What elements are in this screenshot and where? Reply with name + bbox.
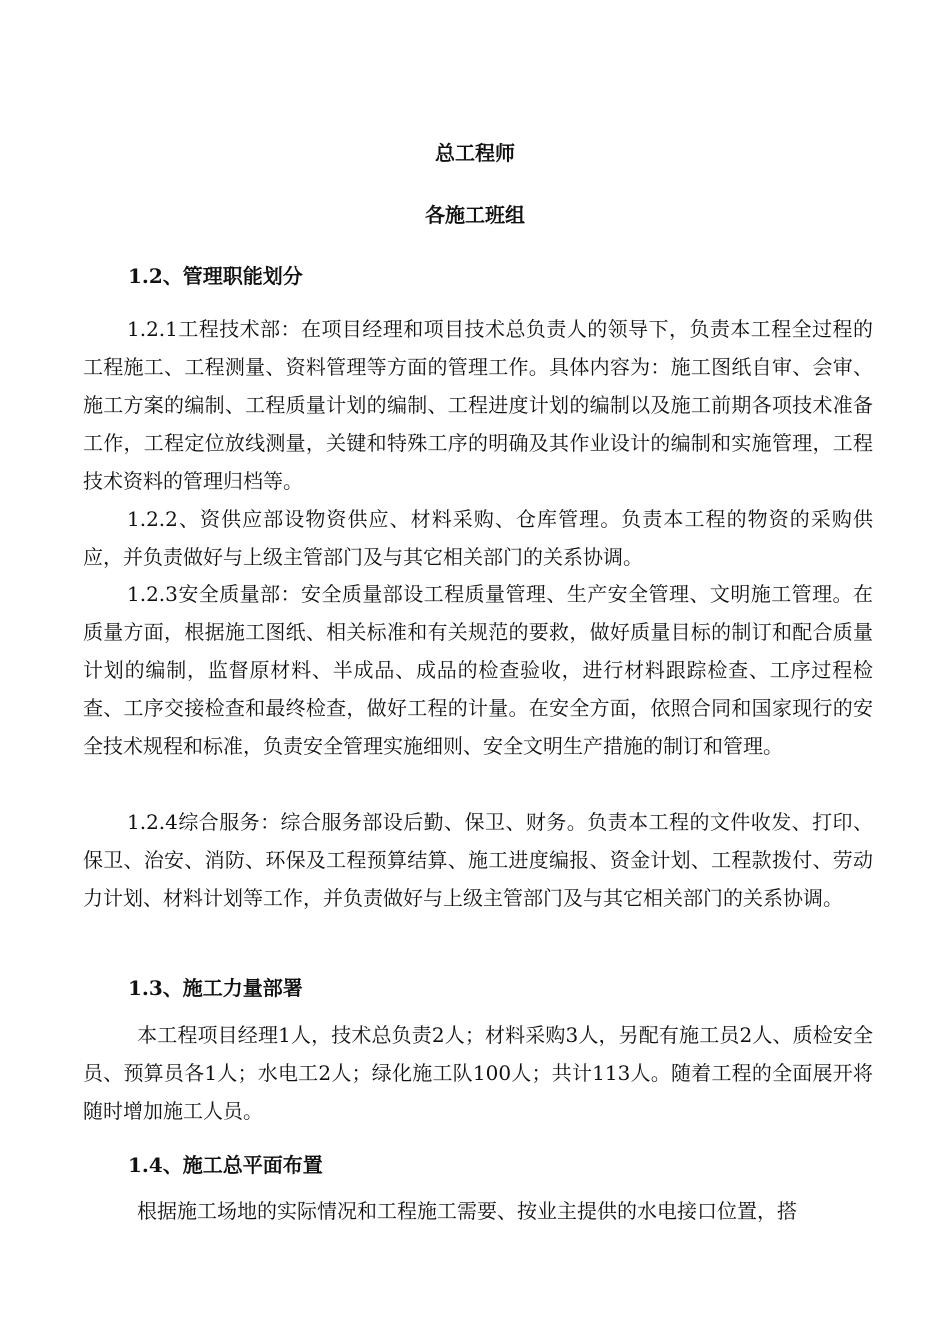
paragraph-1-3-text: 本工程项目经理1人，技术总负责2人；材料采购3人，另配有施工员2人、质检安全员、预算员各1人；水电工2人；绿化施工队100人；共计113人。随着工程的全面展开将随时增加施工人员。 xyxy=(83,1023,873,1123)
org-chart-title-construction-teams: 各施工班组 xyxy=(425,203,525,227)
section-heading-1-2: 1.2、管理职能划分 xyxy=(128,264,303,288)
paragraph-1-2-4 xyxy=(83,803,873,917)
section-heading-1-3: 1.3、施工力量部署 xyxy=(128,976,303,1000)
org-chart-title-chief-engineer: 总工程师 xyxy=(435,141,515,165)
paragraph-1-2-4-text: 1.2.4综合服务：综合服务部设后勤、保卫、财务。负责本工程的文件收发、打印、保卫、治安、消防、环保及工程预算结算、施工进度编报、资金计划、工程款拨付、劳动力计划、材料计划等工作，并负责做好与上级主管部门及与其它相关部门的关系协调。 xyxy=(83,810,873,910)
paragraph-1-4-text: 根据施工场地的实际情况和工程施工需要、按业主提供的水电接口位置，搭 xyxy=(137,1199,797,1223)
paragraph-1-3 xyxy=(83,1016,873,1130)
paragraph-1-2-2-text: 1.2.2、资供应部设物资供应、材料采购、仓库管理。负责本工程的物资的采购供应，并负责做好与上级主管部门及与其它相关部门的关系协调。 xyxy=(83,507,873,569)
paragraph-1-2-1 xyxy=(83,310,873,500)
section-heading-1-4: 1.4、施工总平面布置 xyxy=(128,1153,323,1177)
paragraph-1-2-3 xyxy=(83,575,873,765)
paragraph-1-2-3-text: 1.2.3安全质量部：安全质量部设工程质量管理、生产安全管理、文明施工管理。在质量方面，根据施工图纸、相关标准和有关规范的要救，做好质量目标的制订和配合质量计划的编制，监督原材料、半成品、成品的检查验收，进行材料跟踪检查、工序过程检查、工序交接检查和最终检查，做好工程的计量。在安全方面，依照合同和国家现行的安全技术规程和标准，负责安全管理实施细则、安全文明生产措施的制订和管理。 xyxy=(83,582,873,758)
paragraph-1-4 xyxy=(83,1192,873,1230)
paragraph-1-2-1-text: 1.2.1工程技术部：在项目经理和项目技术总负责人的领导下，负责本工程全过程的工程施工、工程测量、资料管理等方面的管理工作。具体内容为：施工图纸自审、会审、施工方案的编制、工程质量计划的编制、工程进度计划的编制以及施工前期各项技术准备工作，工程定位放线测量，关键和特殊工序的明确及其作业设计的编制和实施管理，工程技术资料的管理归档等。 xyxy=(83,317,873,493)
paragraph-1-2-2 xyxy=(83,500,873,576)
